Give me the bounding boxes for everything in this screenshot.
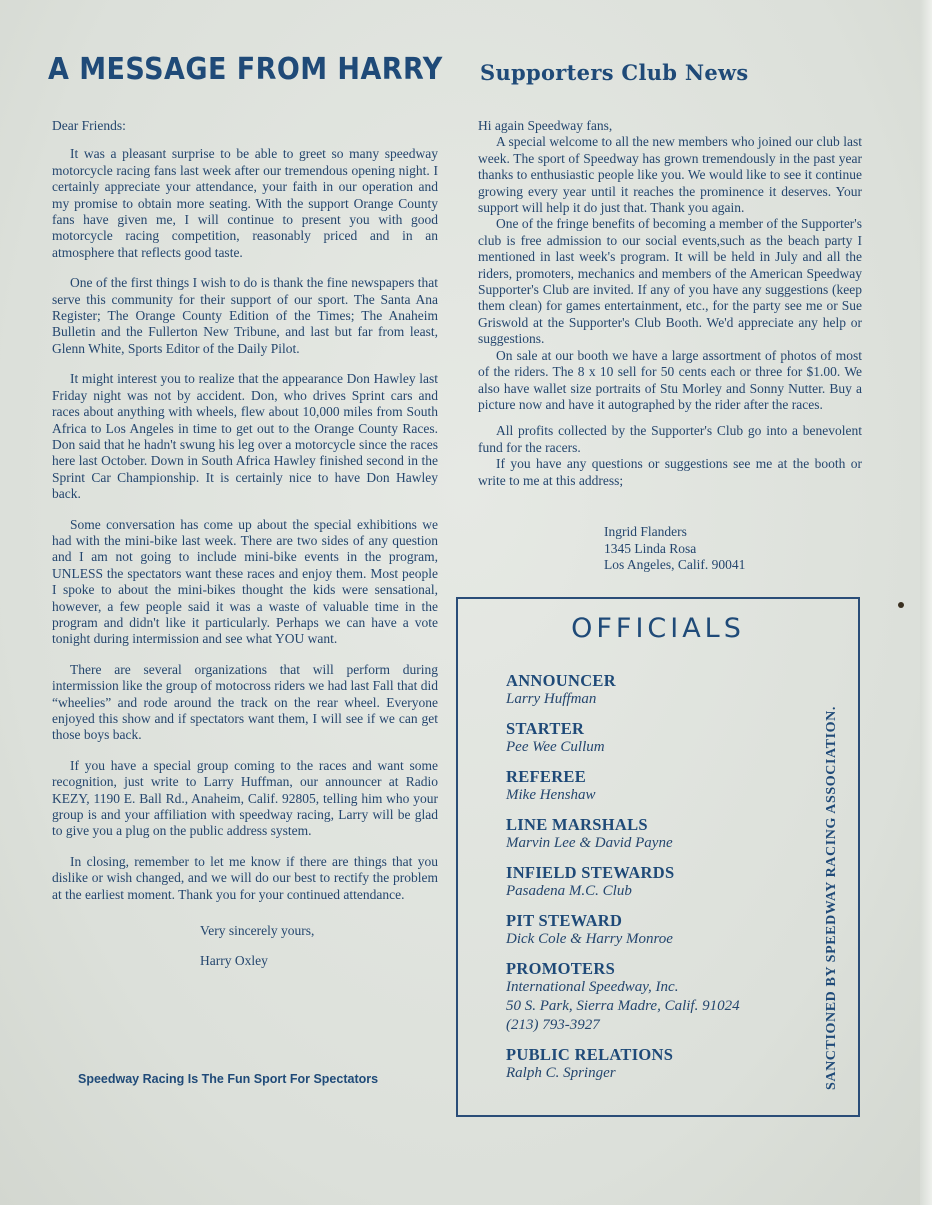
officials-box xyxy=(456,597,860,1117)
supporters-paragraph: All profits collected by the Supporter's Club go into a benevolent fund for the racers. xyxy=(478,423,862,455)
supporters-paragraph: If you have any questions or suggestions see me at the booth or write to me at this address; xyxy=(478,456,862,488)
official-name: (213) 793-3927 xyxy=(506,1017,600,1033)
supporters-club-headline: Supporters Club News xyxy=(480,60,749,85)
supporters-club-body xyxy=(478,118,862,489)
harry-paragraph: There are several organizations that will perform during intermission like the group of motocross riders we had last Fall that did “wheelies” and rode around the track on the rear wheel. Everyone enjoyed this show and if spectators want them, I will see if we can get those boys back. xyxy=(52,661,438,743)
official-name: 50 S. Park, Sierra Madre, Calif. 91024 xyxy=(506,998,740,1014)
harry-salutation: Dear Friends: xyxy=(52,118,126,133)
ink-smudge xyxy=(898,602,904,608)
page-edge xyxy=(920,0,932,1205)
official-name: Dick Cole & Harry Monroe xyxy=(506,931,673,947)
official-entry xyxy=(506,959,806,1035)
official-entry xyxy=(506,1045,806,1083)
harry-closing: Very sincerely yours, xyxy=(200,923,315,939)
official-role: ANNOUNCER xyxy=(506,671,616,690)
official-role: PIT STEWARD xyxy=(506,911,623,930)
official-name: Pee Wee Cullum xyxy=(506,739,605,755)
supporters-club-header xyxy=(476,52,864,85)
official-entry xyxy=(506,863,806,901)
harry-paragraph: It might interest you to realize that the appearance Don Hawley last Friday night was not by accident. Don, who drives Sprint cars and races about anything with wheels, flew about 10,000 miles from South Africa to Los Angeles in time to get out to the Orange County Races. Don said that he hadn't swung his leg over a motorcycle since the races here last October. Down in South Africa Hawley finished second in the Sprint Car Championship. It is certainly nice to have Don Hawley back. xyxy=(52,371,438,502)
official-entry xyxy=(506,815,806,853)
address-line: Ingrid Flanders xyxy=(604,524,687,539)
official-entry xyxy=(506,671,806,709)
official-name: International Speedway, Inc. xyxy=(506,979,679,995)
official-name: Pasadena M.C. Club xyxy=(506,883,632,899)
harry-message-body xyxy=(52,118,438,984)
harry-paragraph: Some conversation has come up about the special exhibitions we had with the mini-bike last week. There are two sides of any question and I am not going to include mini-bike events in the program, UNLESS the spectators want these races and enjoy them. Most people I spoke to about the mini-bikes thought the kids were sensational, however, a few people said it was a waste of valuable time in the program and didn't like it particularly. Perhaps we can have a vote tonight during intermission and see what YOU want. xyxy=(52,516,438,647)
supporters-salutation: Hi again Speedway fans, xyxy=(478,118,613,133)
harry-paragraph: In closing, remember to let me know if there are things that you dislike or wish changed, and we will do our best to rectify the problem at the earliest moment. Thank you for your continued attendance. xyxy=(52,853,438,902)
officials-title: OFFICIALS xyxy=(571,613,745,644)
officials-list xyxy=(506,671,806,1093)
footer-tagline: Speedway Racing Is The Fun Sport For Spectators xyxy=(78,1072,379,1086)
address-line: Los Angeles, Calif. 90041 xyxy=(604,557,746,572)
official-entry xyxy=(506,767,806,805)
harry-paragraph: If you have a special group coming to the races and want some recognition, just write to Larry Huffman, our announcer at Radio KEZY, 1190 E. Ball Rd., Anaheim, Calif. 92805, telling him who your group is and your affiliation with speedway racing, Larry will be glad to give you a plug on the public address system. xyxy=(52,757,438,839)
official-name: Mike Henshaw xyxy=(506,787,596,803)
harry-message-header xyxy=(48,52,448,87)
harry-paragraph: It was a pleasant surprise to be able to greet so many speedway motorcycle racing fans last week after our tremendous opening night. I certainly appreciate your attendance, your faith in our operation and my promise to obtain more seating. With the support Orange County fans have given me, I will continue to present you with good motorcycle racing competition, reasonably priced and in an atmosphere that reflects good taste. xyxy=(52,146,438,260)
official-name: Ralph C. Springer xyxy=(506,1065,616,1081)
official-role: STARTER xyxy=(506,719,585,738)
official-name: Larry Huffman xyxy=(506,691,597,707)
supporters-paragraph: One of the fringe benefits of becoming a member of the Supporter's club is free admission to our social events,such as the beach party I mentioned in last week's program. It will be held in July and all the riders, promoters, mechanics and members of the American Speedway Supporter's Club are invited. If any of you have any suggestions (keep them clean) for games entertainment, etc., for the party see me or Sue Griswold at the Supporter's Club Booth. We'd appreciate any help or suggestions. xyxy=(478,216,862,347)
supporters-paragraph: On sale at our booth we have a large assortment of photos of most of the riders. The 8 x 10 sell for 50 cents each or three for $1.00. We also have wallet size portraits of Stu Morley and Sonny Nutter. Buy a picture now and have it autographed by the rider after the races. xyxy=(478,347,862,412)
official-name: Marvin Lee & David Payne xyxy=(506,835,673,851)
official-role: PUBLIC RELATIONS xyxy=(506,1045,674,1064)
official-role: LINE MARSHALS xyxy=(506,815,648,834)
official-role: PROMOTERS xyxy=(506,959,616,978)
address-line: 1345 Linda Rosa xyxy=(604,540,697,556)
harry-signature: Harry Oxley xyxy=(200,953,268,969)
official-role: INFIELD STEWARDS xyxy=(506,863,675,882)
official-entry xyxy=(506,911,806,949)
sanction-statement: SANCTIONED BY SPEEDWAY RACING ASSOCIATION. xyxy=(824,706,839,1090)
supporters-paragraph: A special welcome to all the new members who joined our club last week. The sport of Speedway has grown tremendously in the past year thanks to enthusiastic people like you. We would like to see it continue growing every year until it reaches the prominence it deserves. Your support will help it do just that. Thank you again. xyxy=(478,134,862,216)
harry-message-headline: A MESSAGE FROM HARRY xyxy=(48,52,443,87)
official-role: REFEREE xyxy=(506,767,587,786)
harry-paragraph: One of the first things I wish to do is thank the fine newspapers that serve this community for their support of our sport. The Santa Ana Register; The Orange County Edition of the Times; The Anaheim Bulletin and the Fullerton New Tribune, and last but far from least, Glenn White, Sports Editor of the Daily Pilot. xyxy=(52,275,438,356)
mailing-address xyxy=(604,524,745,574)
official-entry xyxy=(506,719,806,757)
